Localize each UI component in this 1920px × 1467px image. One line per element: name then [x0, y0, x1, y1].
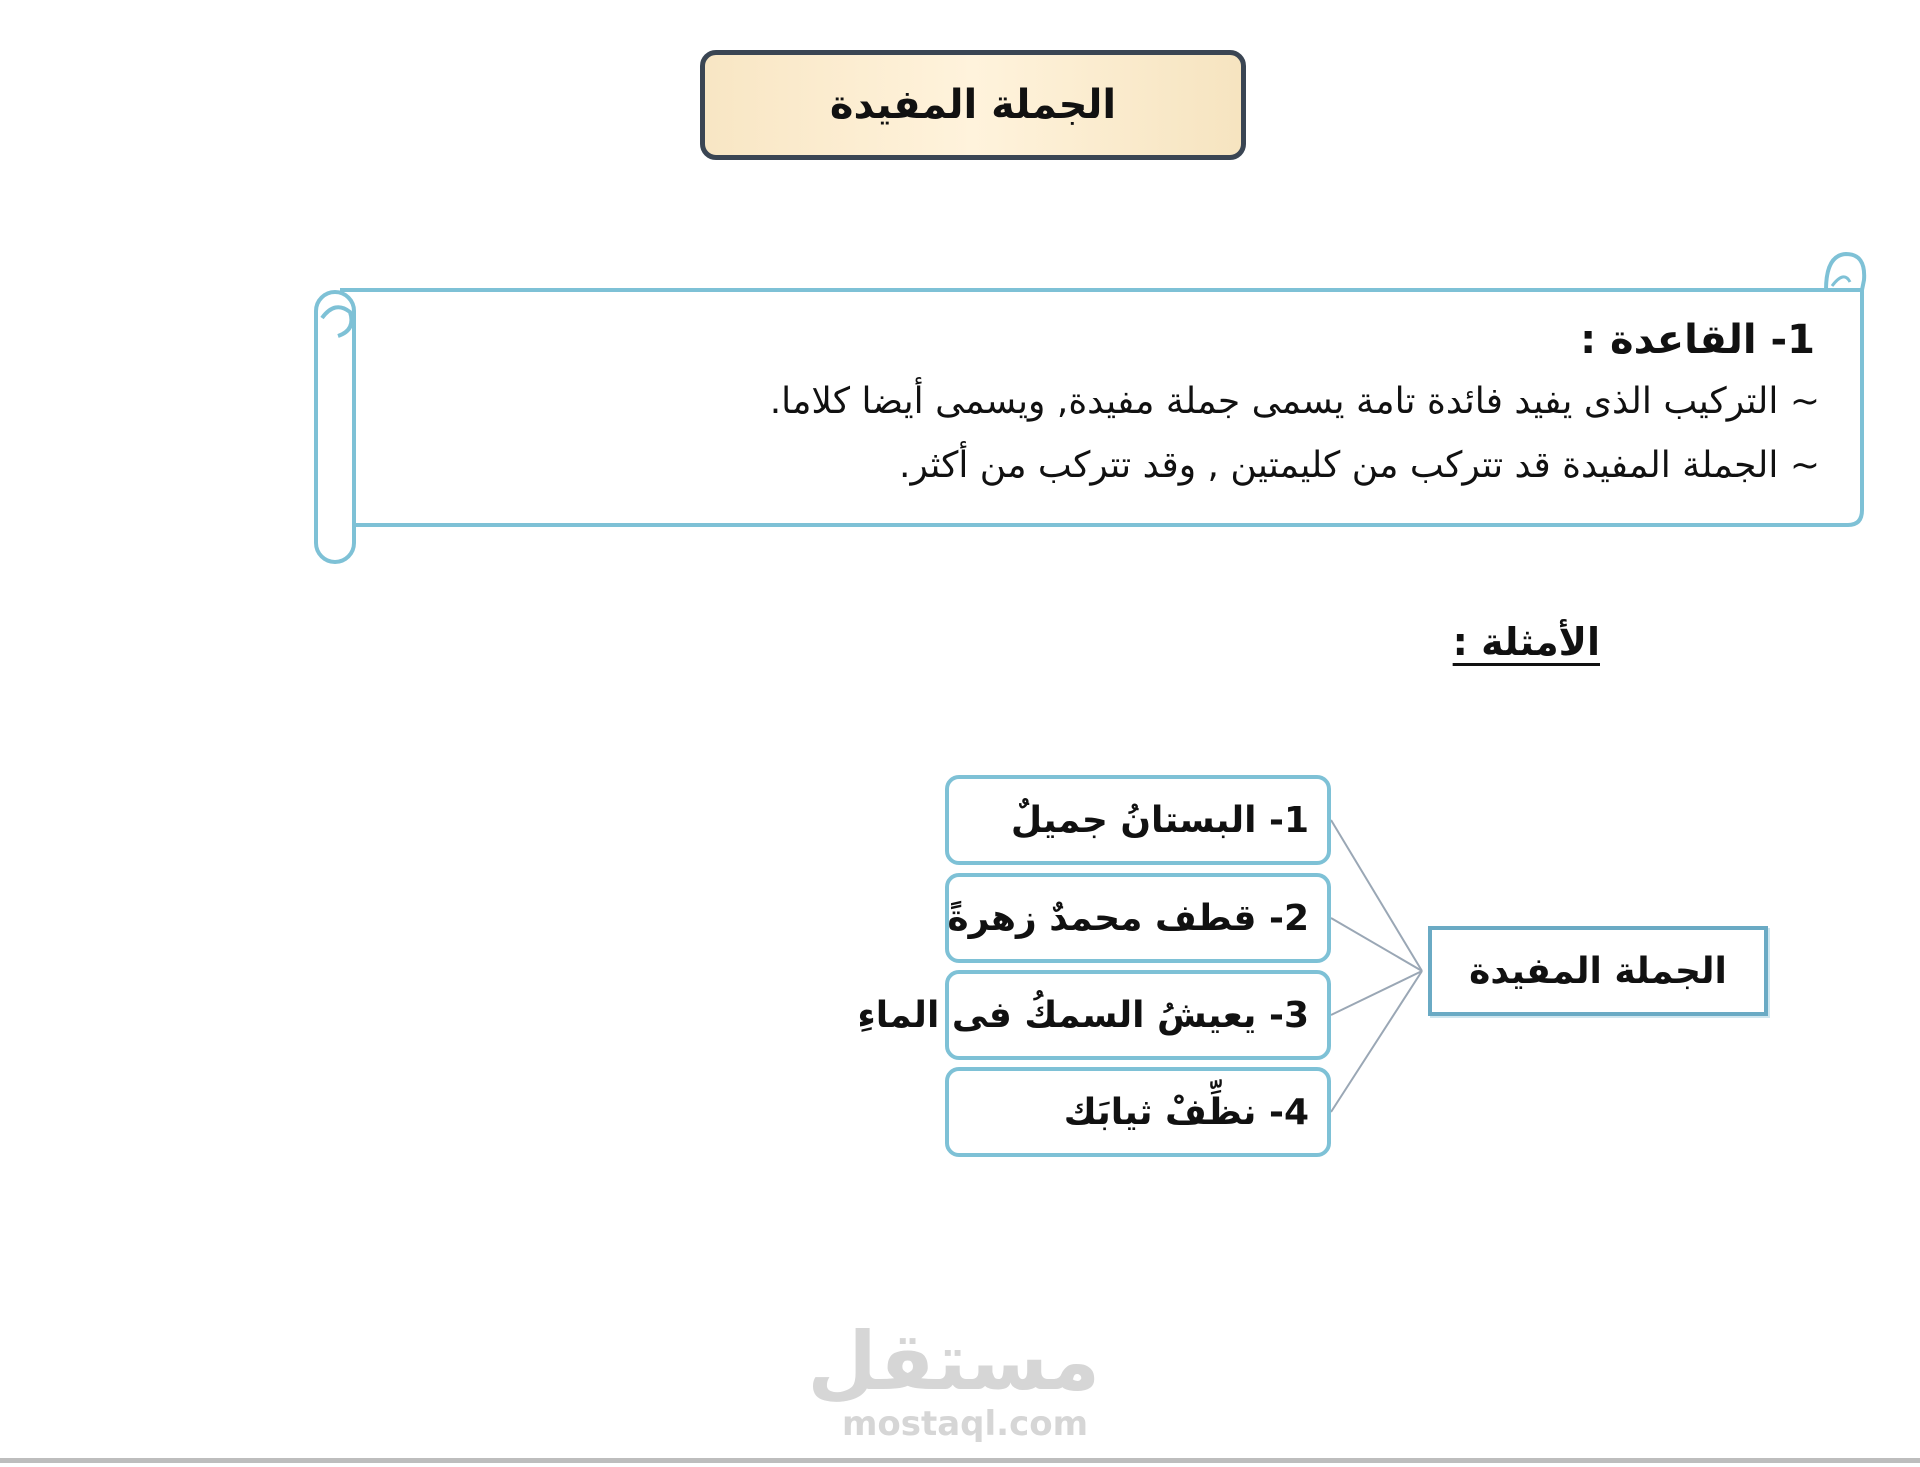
page-title: الجملة المفيدة	[829, 82, 1117, 128]
rule-line-2: ~ الجملة المفيدة قد تتركب من كليمتين , وقد تتركب من أكثر.	[899, 445, 1820, 486]
rule-section	[620, 310, 1820, 498]
watermark-url: mostaql.com	[841, 1404, 1089, 1444]
example-text: 3- يعيشُ السمكُ فى الماءِ	[857, 994, 1309, 1036]
scroll-right-curl-inner	[1832, 277, 1850, 286]
example-text: 2- قطف محمدٌ زهرةً	[947, 897, 1309, 939]
example-item-4	[945, 1067, 1331, 1157]
watermark-logo: مستقل	[807, 1315, 1100, 1408]
connector-lines	[1331, 820, 1422, 1112]
concept-box	[1428, 926, 1768, 1016]
examples-heading: الأمثلة :	[1452, 620, 1600, 664]
example-text: 1- البستانُ جميلٌ	[1010, 799, 1309, 841]
connector-line	[1331, 820, 1422, 971]
rule-heading: 1- القاعدة :	[1580, 317, 1815, 363]
connector-line	[1331, 918, 1422, 971]
example-item-3	[857, 970, 1331, 1060]
bottom-divider	[0, 1458, 1920, 1463]
concept-label: الجملة المفيدة	[1469, 950, 1727, 992]
rule-line-1: ~ التركيب الذى يفيد فائدة تامة يسمى جملة مفيدة, ويسمى أيضا كلاما.	[769, 381, 1820, 422]
example-text: 4- نظِّفْ ثيابَك	[1063, 1091, 1309, 1133]
example-item-2	[945, 873, 1331, 963]
example-item-1	[945, 775, 1331, 865]
watermark	[807, 1315, 1100, 1444]
